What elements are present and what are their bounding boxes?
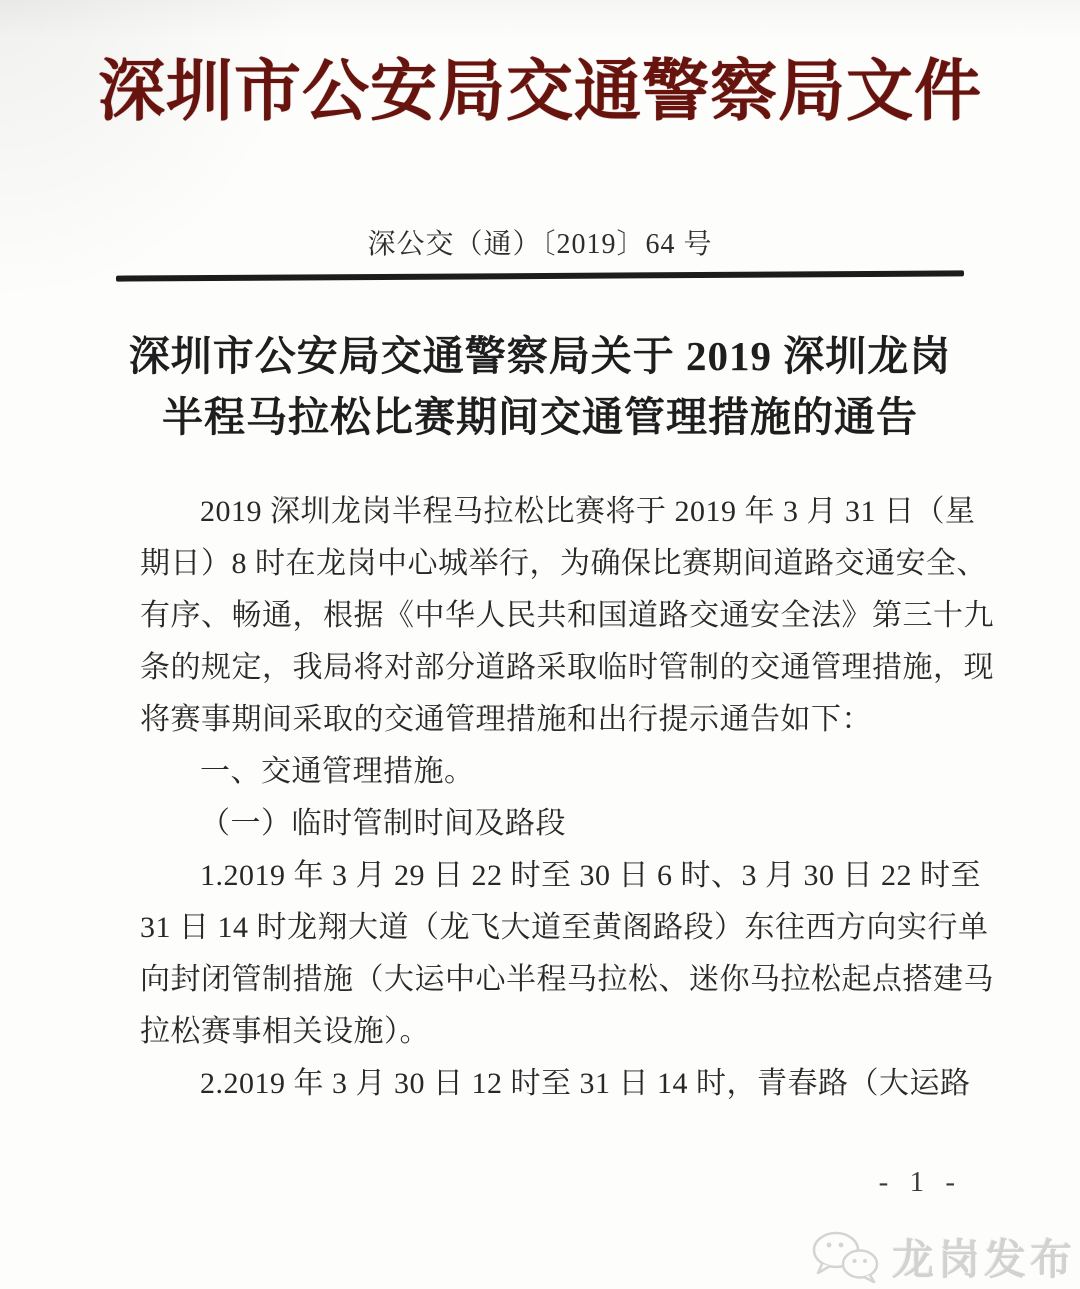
body-line-3: 有序、畅通，根据《中华人民共和国道路交通安全法》第三十九 [140, 599, 994, 632]
notice-title-line1: 深圳市公安局交通警察局关于 2019 深圳龙岗 [128, 333, 952, 379]
issuing-org-title: 深圳市公安局交通警察局文件 [98, 55, 982, 129]
document-number: 深公交（通）〔2019〕64 号 [367, 229, 713, 260]
body-line-4: 条的规定，我局将对部分道路采取临时管制的交通管理措施，现 [140, 651, 994, 684]
notice-title [0, 326, 1080, 448]
body-line-12: 2.2019 年 3 月 30 日 12 时至 31 日 14 时，青春路（大运路 [200, 1067, 971, 1100]
body-line-1: 2019 深圳龙岗半程马拉松比赛将于 2019 年 3 月 31 日（星 [200, 495, 976, 528]
subsection-heading-1: （一）临时管制时间及路段 [200, 807, 566, 840]
notice-body [140, 486, 994, 1110]
body-line-5: 将赛事期间采取的交通管理措施和出行提示通告如下： [140, 703, 872, 736]
watermark [810, 1227, 1076, 1287]
page-number: - 1 - [878, 1166, 962, 1198]
body-line-11: 拉松赛事相关设施）。 [140, 1015, 430, 1048]
section-heading-1: 一、交通管理措施。 [200, 755, 475, 788]
wechat-icon [810, 1229, 882, 1285]
watermark-text: 龙岗发布 [891, 1238, 1076, 1284]
header-divider [116, 270, 964, 281]
body-line-8: 1.2019 年 3 月 29 日 22 时至 30 日 6 时、3 月 30 日 22 时至 [200, 859, 981, 892]
body-line-2: 期日）8 时在龙岗中心城举行，为确保比赛期间道路交通安全、 [140, 547, 987, 580]
body-line-10: 向封闭管制措施（大运中心半程马拉松、迷你马拉松起点搭建马 [140, 963, 994, 996]
notice-title-line2: 半程马拉松比赛期间交通管理措施的通告 [162, 394, 918, 440]
body-line-9: 31 日 14 时龙翔大道（龙飞大道至黄阁路段）东往西方向实行单 [140, 911, 989, 944]
